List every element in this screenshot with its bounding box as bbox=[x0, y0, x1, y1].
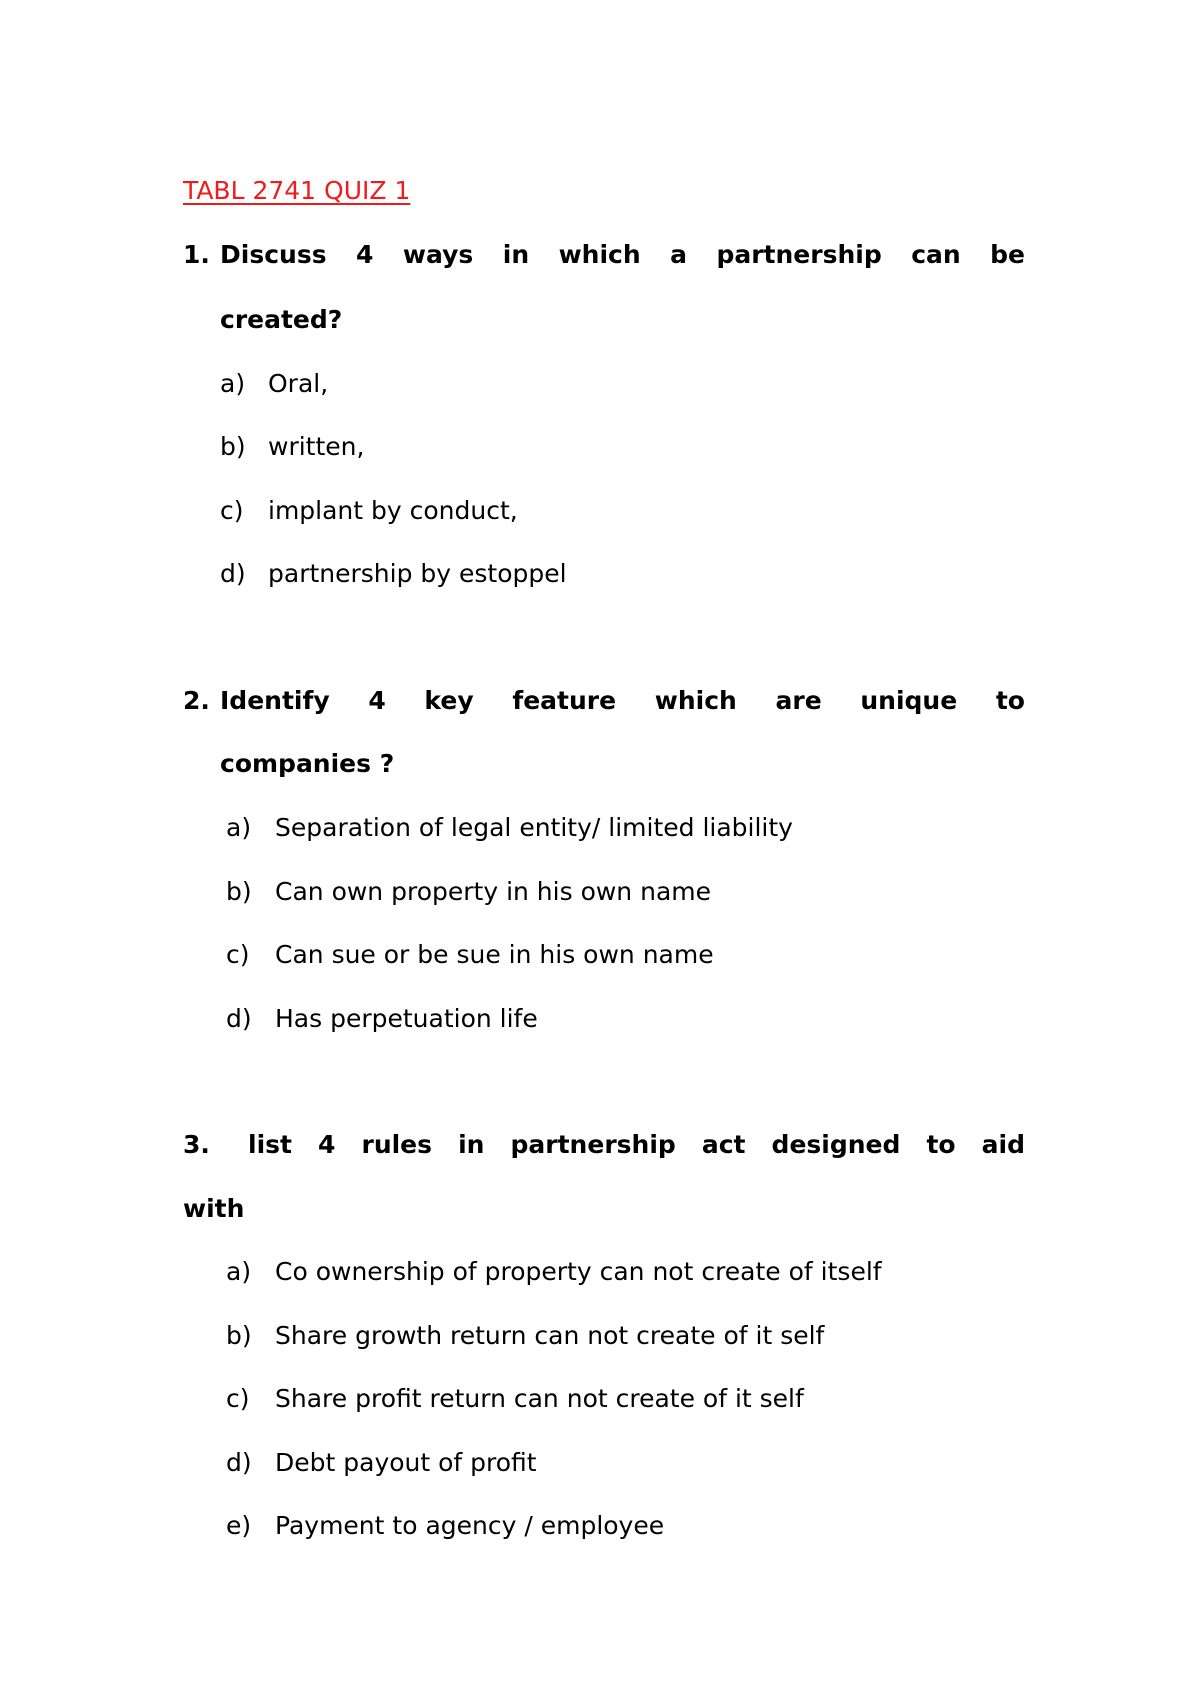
question-2-text-line2: companies ? bbox=[220, 749, 395, 778]
answer-2a-label: a) bbox=[226, 813, 252, 842]
answer-3c-text: Share profit return can not create of it self bbox=[275, 1384, 804, 1413]
answer-2b-text: Can own property in his own name bbox=[275, 877, 711, 906]
answer-2b-label: b) bbox=[226, 877, 252, 906]
answer-3e-text: Payment to agency / employee bbox=[275, 1511, 665, 1540]
answer-1d-text: partnership by estoppel bbox=[268, 559, 567, 588]
answer-1a-text: Oral, bbox=[268, 369, 329, 398]
question-1-text-line1: Discuss 4 ways in which a partnership can be bbox=[220, 240, 1025, 269]
answer-1b-text: written, bbox=[268, 432, 365, 461]
answer-1d-label: d) bbox=[220, 559, 246, 588]
question-1-number: 1. bbox=[183, 240, 210, 269]
answer-1c-label: c) bbox=[220, 496, 244, 525]
answer-3c-label: c) bbox=[226, 1384, 250, 1413]
answer-1b-label: b) bbox=[220, 432, 246, 461]
answer-2d-text: Has perpetuation life bbox=[275, 1004, 538, 1033]
answer-3d-label: d) bbox=[226, 1448, 252, 1477]
answer-2c-label: c) bbox=[226, 940, 250, 969]
question-1-text-line2: created? bbox=[220, 305, 343, 334]
answer-2a-text: Separation of legal entity/ limited liability bbox=[275, 813, 793, 842]
question-2-text-line1: Identify 4 key feature which are unique to bbox=[220, 686, 1025, 715]
answer-3b-text: Share growth return can not create of it self bbox=[275, 1321, 825, 1350]
question-3-text-line1: list 4 rules in partnership act designed to aid bbox=[248, 1130, 1025, 1159]
answer-1c-text: implant by conduct, bbox=[268, 496, 518, 525]
question-3-text-line2: with bbox=[183, 1194, 245, 1223]
answer-2d-label: d) bbox=[226, 1004, 252, 1033]
answer-3d-text: Debt payout of profit bbox=[275, 1448, 537, 1477]
answer-3e-label: e) bbox=[226, 1511, 252, 1540]
answer-3b-label: b) bbox=[226, 1321, 252, 1350]
answer-3a-text: Co ownership of property can not create of itself bbox=[275, 1257, 882, 1286]
answer-3a-label: a) bbox=[226, 1257, 252, 1286]
question-2-number: 2. bbox=[183, 686, 210, 715]
question-3-number: 3. bbox=[183, 1130, 210, 1159]
page-title: TABL 2741 QUIZ 1 bbox=[183, 176, 411, 205]
answer-1a-label: a) bbox=[220, 369, 246, 398]
answer-2c-text: Can sue or be sue in his own name bbox=[275, 940, 714, 969]
